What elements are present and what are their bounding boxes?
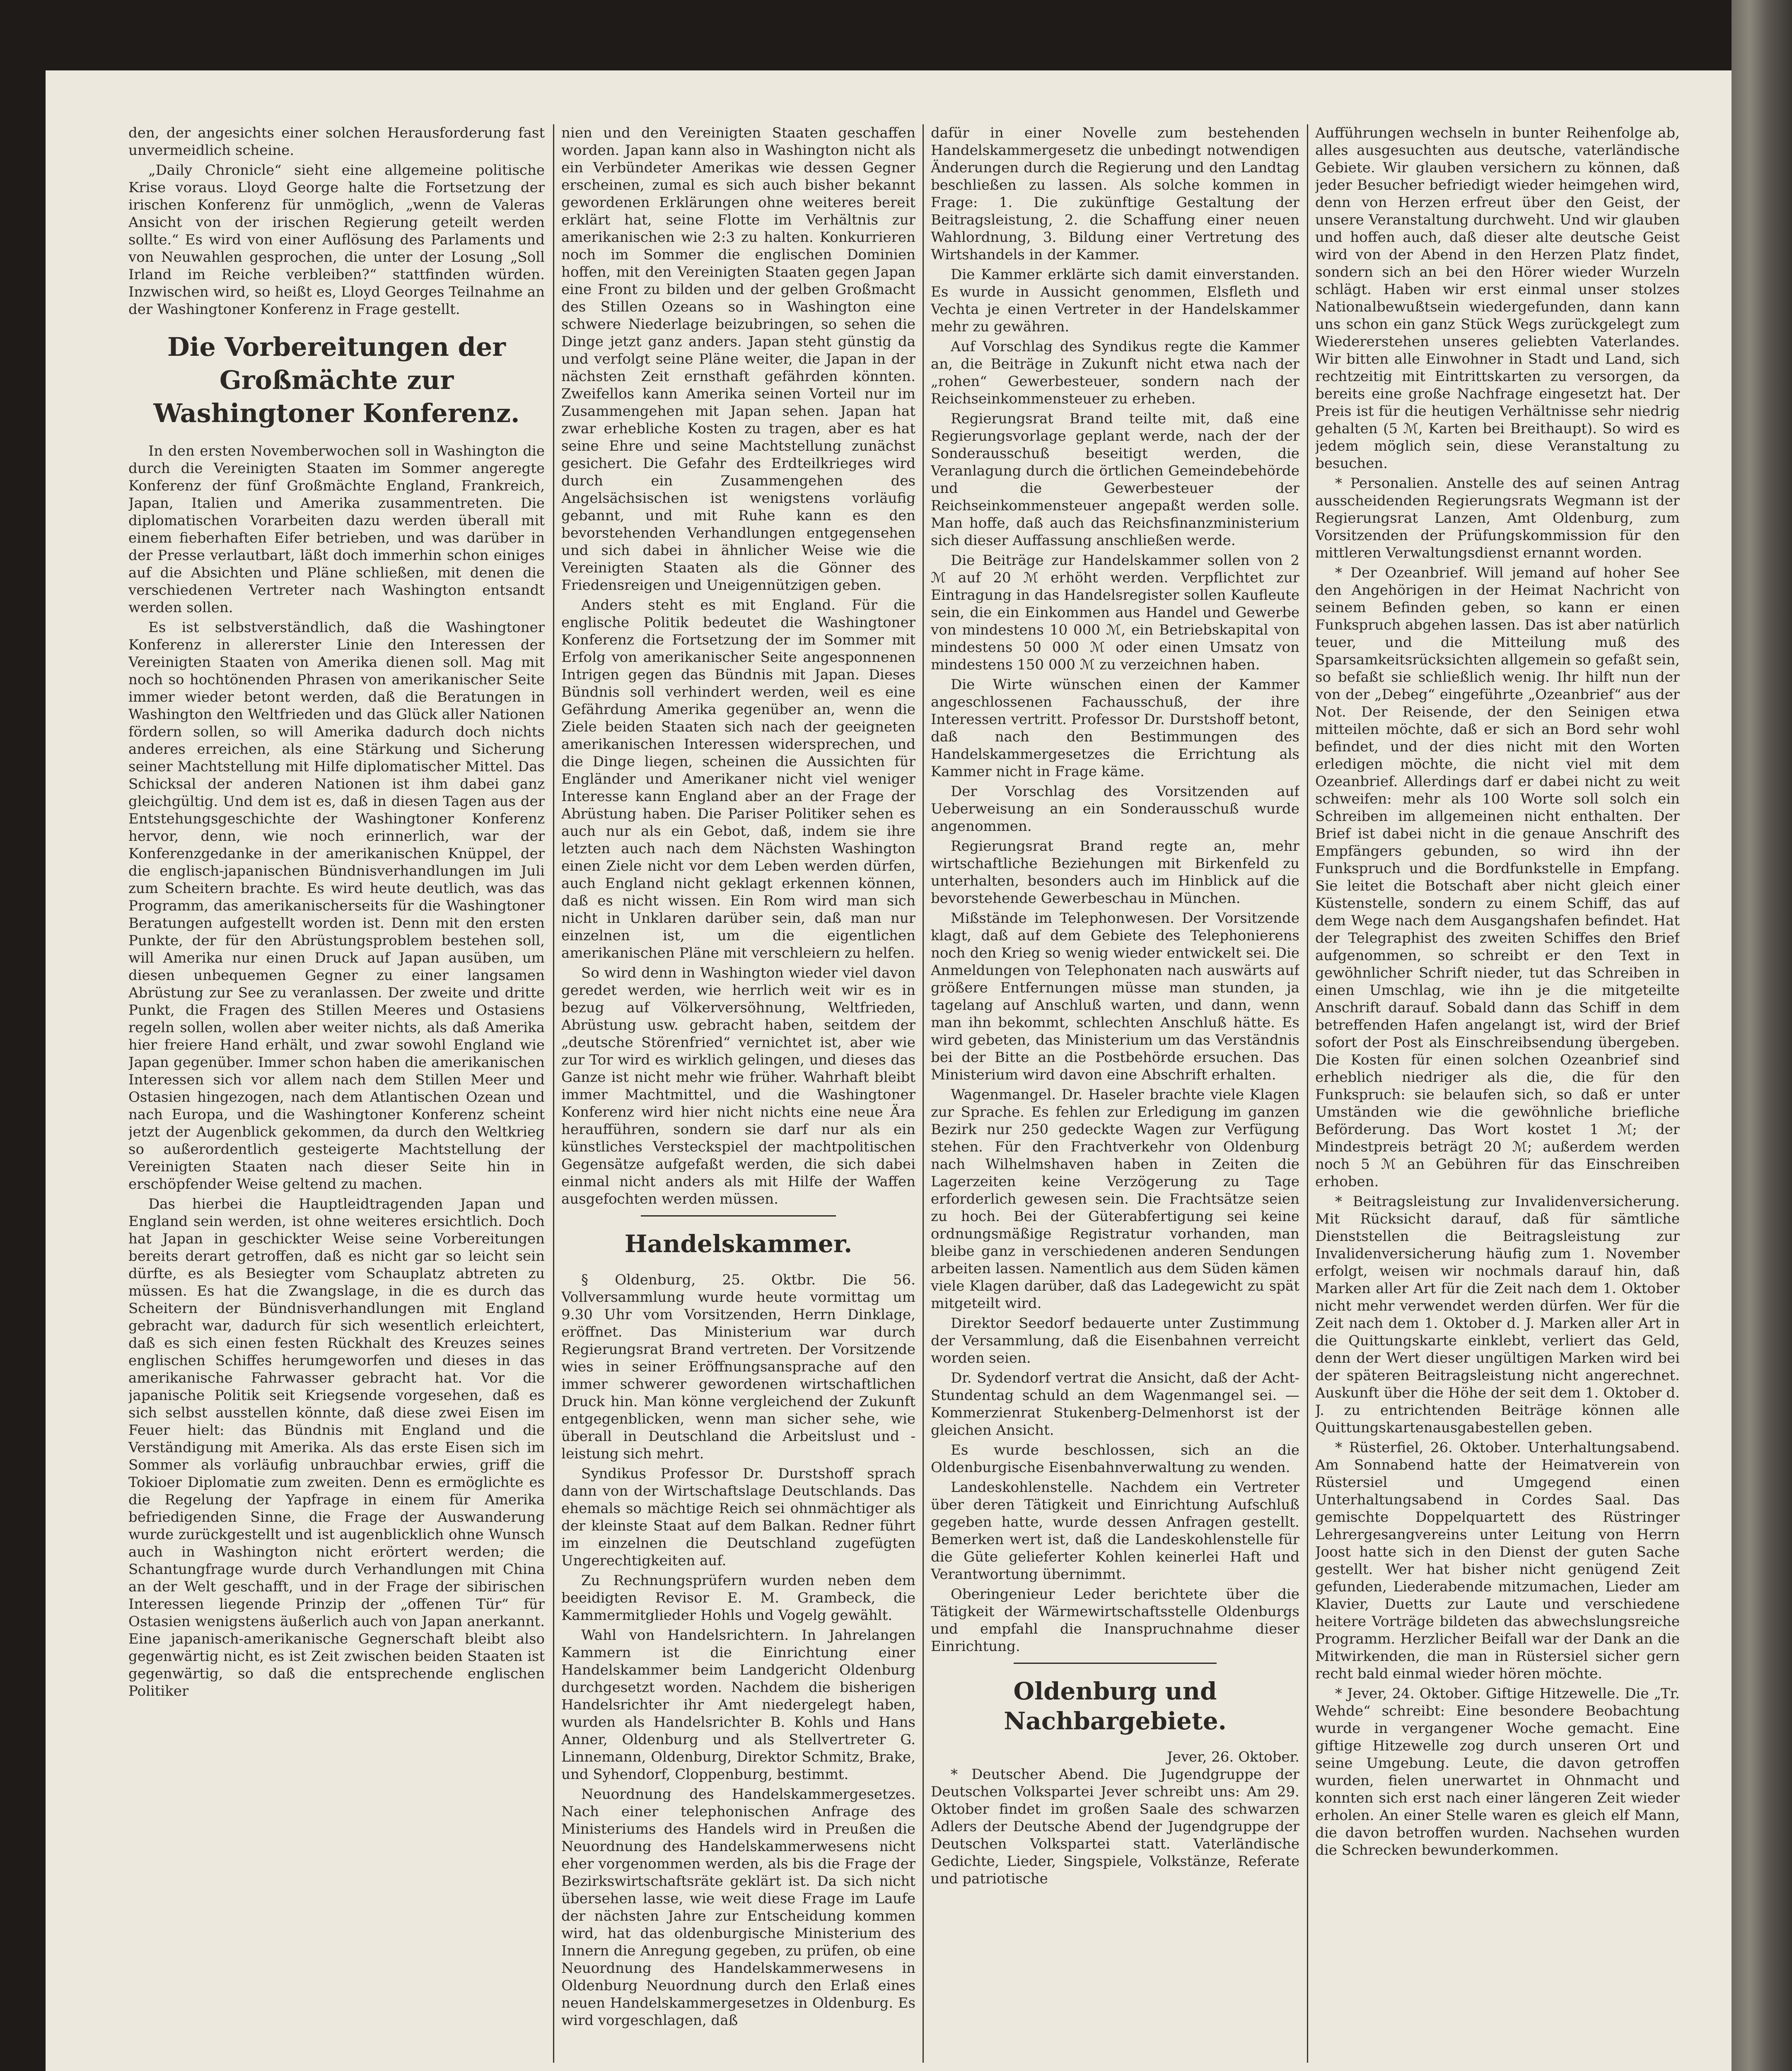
- paragraph: Das hierbei die Hauptleidtragenden Japan und England sein werden, ist ohne weiteres ersichtlich. Doch hat Japan in geschickter Weise seine Vorbereitungen bereits derart getroffen, daß es nicht gar so leicht sein dürfte, es als Besiegter vom Schauplatz abtreten zu müssen. Es hat die Zwangslage, in die es durch das Scheitern der Bündnisverhandlungen mit England gebracht war, dadurch für sich wesentlich erleichtert, daß es sich einen festen Rückhalt des Kreuzes seines englischen Schiffes herumgeworfen und dieses in das amerikanische Fahrwasser gebracht hat. Vor die japanische Politik seit Kriegsende vorgesehen, daß es sich selbst ausstellen könnte, daß diese zwei Eisen im Feuer hielt: das Bündnis mit England und die Verständigung mit Amerika. Als das erste Eisen sich im Sommer als vorläufig unbrauchbar erwies, griff die Tokioer Diplomatie zum zweiten. Denn es ermöglichte es die Regelung der Yapfrage in einem für Amerika befriedigenden Sinne, die Frage der Auswanderung wurde zurückgestellt und ist augenblicklich ohne Wunsch auch in Washington nicht erörtert werden; die Schantungfrage wurde durch Verhandlungen mit China an der Welt geschafft, und in der Frage der sibirischen Interessen liegende Prinzip der „offenen Tür“ für Ostasien wenigstens äußerlich auch von Japan anerkannt. Eine japanisch-amerikanische Gegnerschaft bleibt also gegenwärtig nicht, es ist Zeit zwischen beiden Staaten ist gegenwärtig, so daß die entsprechende englischen Politiker: [128, 1196, 545, 1699]
- paragraph: dafür in einer Novelle zum bestehenden Handelskammergesetz die unbedingt notwendigen Änderungen durch die Regierung und den Landtag beschließen zu lassen. Als solche kommen in Frage: 1. Die zukünftige Gestaltung der Beitragsleistung, 2. die Schaffung einer neuen Wahlordnung, 3. Bildung einer Vertretung des Wirtshandels in der Kammer.: [931, 125, 1299, 263]
- paragraph: Zu Rechnungsprüfern wurden neben dem beeidigten Revisor E. M. Grambeck, die Kammermitglieder Hohls und Vogelg gewählt.: [561, 1572, 915, 1624]
- paragraph: Oberingenieur Leder berichtete über die Tätigkeit der Wärmewirtschaftsstelle Oldenburgs und empfahl die Inanspruchnahme dieser Einrichtung.: [931, 1586, 1299, 1655]
- paragraph: Regierungsrat Brand regte an, mehr wirtschaftliche Beziehungen mit Birkenfeld zu unterhalten, besonders auch im Hinblick auf die bevorstehende Gewerbeschau in München.: [931, 838, 1299, 907]
- paragraph: * Jever, 24. Oktober. Giftige Hitzewelle. Die „Tr. Wehde“ schreibt: Eine besondere Beobachtung wurde in vergangener Woche gemacht. Eine giftige Hitzewelle zog durch unseren Ort und seine Umgebung. Leute, die davon getroffen wurden, fielen unerwartet in Ohnmacht und konnten sich erst nach einer längeren Zeit wieder erholen. An einer Stelle waren es gleich elf Mann, die davon betroffen wurden. Nachsehen wurden die Schrecken bewunderkommen.: [1315, 1685, 1680, 1859]
- paragraph: Wahl von Handelsrichtern. In Jahrelangen Kammern ist die Einrichtung einer Handelskammer beim Landgericht Oldenburg durchgesetzt worden. Nachdem die bisherigen Handelsrichter ihr Amt niedergelegt haben, wurden als Handelsrichter B. Kohls und Hans Anner, Oldenburg und als Stellvertreter G. Linnemann, Oldenburg, Direktor Schmitz, Brake, und Syhendorf, Cloppenburg, bestimmt.: [561, 1627, 915, 1783]
- paragraph: nien und den Vereinigten Staaten geschaffen worden. Japan kann also in Washington nicht als ein Verbündeter Amerikas wie dessen Gegner erscheinen, zumal es sich auch bisher bekannt gewordenen Erklärungen ohne weiteres bereit erklärt hat, seine Flotte im Verhältnis zur amerikanischen wie 2:3 zu halten. Konkurrieren noch im Sommer die englischen Dominien hoffen, mit den Vereinigten Staaten gegen Japan eine Front zu bilden und der gelben Großmacht des Stillen Ozeans so in Washington eine schwere Niederlage beizubringen, so sehen die Dinge jetzt ganz anders. Japan steht günstig da und verfolgt seine Pläne weiter, die Japan in der nächsten Zeit ernsthaft gefährden könnten. Zweifellos kann Amerika seinen Vorteil nur im Zusammengehen mit Japan sehen. Japan hat zwar erhebliche Kosten zu tragen, aber es hat seine Ehre und seine Machtstellung zunächst gesichert. Die Gefahr des Erdteilkrieges wird durch ein Zusammengehen des Angelsächsischen ist wenigstens vorläufig gebannt, und mit Ruhe kann es den bevorstehenden Verhandlungen entgegensehen und sich dabei in ähnlicher Weise wie die Vereinigten Staaten als die Gönner des Friedensreigen und Uneigennützigen geben.: [561, 125, 915, 594]
- paragraph: Dr. Sydendorf vertrat die Ansicht, daß der Acht-Stundentag schuld an dem Wagenmangel sei. — Kommerzienrat Stukenberg-Delmenhorst ist der gleichen Ansicht.: [931, 1370, 1299, 1439]
- section-separator: [641, 1215, 836, 1217]
- paragraph: Die Beiträge zur Handelskammer sollen von 2 ℳ auf 20 ℳ erhöht werden. Verpflichtet zur Eintragung in das Handelsregister sollen Kaufleute sein, die ein Einkommen aus Handel und Gewerbe von mindestens 10 000 ℳ, ein Betriebskapital von mindestens 50 000 ℳ oder einen Umsatz von mindestens 150 000 ℳ zu verzeichnen haben.: [931, 552, 1299, 673]
- paragraph: Die Kammer erklärte sich damit einverstanden. Es wurde in Aussicht genommen, Elsfleth und Vechta je einen Vertreter in der Handelskammer mehr zu gewähren.: [931, 266, 1299, 335]
- column-rule: [923, 124, 924, 2063]
- paragraph: Regierungsrat Brand teilte mit, daß eine Regierungsvorlage geplant werde, nach der der Sonderausschuß beseitigt werden, die Veranlagung durch die örtlichen Gemeindebehörde und die Gewerbesteuer der Reichseinkommensteuer angepaßt werden solle. Man hoffe, daß auch das Reichsfinanzministerium sich dieser Auffassung anschließen werde.: [931, 410, 1299, 549]
- paragraph: Wagenmangel. Dr. Haseler brachte viele Klagen zur Sprache. Es fehlen zur Erledigung im ganzen Bezirk nur 250 gedeckte Wagen zur Verfügung stehen. Für den Frachtverkehr von Oldenburg nach Wilhelmshaven haben in Zeiten die Lagerzeiten keine Verzögerung zu Tage erforderlich gewesen sein. Die Frachtsätze seien zu hoch. Bei der Güterabfertigung sei keine ordnungsmäßige Registratur vorhanden, man bleibe ganz in verschiedenen anderen Sendungen arbeiten lassen. Namentlich aus dem Süden kämen viele Klagen darüber, daß das Ladegewicht zu spät mitgeteilt wird.: [931, 1086, 1299, 1312]
- paragraph: * Rüsterfiel, 26. Oktober. Unterhaltungsabend. Am Sonnabend hatte der Heimatverein von Rüstersiel und Umgegend einen Unterhaltungsabend in Cordes Saal. Das gemischte Doppelquartett des Rüstringer Lehrergesangvereins unter Leitung von Herrn Joost hatte sich in den Dienst der guten Sache gestellt. Wer hat bisher nicht genügend Zeit gefunden, Liederabende mitzumachen, Lieder am Klavier, Duetts zur Laute und verschiedene heitere Vorträge bildeten das abwechslungsreiche Programm. Herzlicher Beifall war der Dank an die Mitwirkenden, die man in Rüstersiel sicher gern recht bald einmal wieder hören möchte.: [1315, 1439, 1680, 1682]
- paragraph: Aufführungen wechseln in bunter Reihenfolge ab, alles ausgesuchten aus deutsche, vaterländische Gebiete. Wir glauben versichern zu können, daß jeder Besucher befriedigt wieder heimgehen wird, denn von Herzen erfreut über den Geist, der unsere Veranstaltung durchweht. Und wir glauben und hoffen auch, daß dieser alte deutsche Geist wird von der Abend in den Herzen Platz findet, sondern sich an bei den Hörer wieder Wurzeln schlägt. Haben wir erst einmal unser stolzes Nationalbewußtsein wiedergefunden, dann kann uns schon ein ganz Stück Wegs zurückgelegt zum Wiedererstehen unseres geliebten Vaterlandes. Wir bitten alle Einwohner in Stadt und Land, sich rechtzeitig mit Eintrittskarten zu versorgen, da bereits eine große Nachfrage eingesetzt hat. Der Preis ist für die heutigen Verhältnisse sehr niedrig gehalten (5 ℳ, Karten bei Breithaupt). So wird es jedem möglich sein, diese Veranstaltung zu besuchen.: [1315, 125, 1680, 472]
- article-headline-handelskammer: Handelskammer.: [624, 1230, 853, 1258]
- article-headline-oldenburg: Oldenburg und Nachbargebiete.: [1004, 1677, 1227, 1735]
- book-binding-edge: [1732, 0, 1792, 2071]
- paragraph: Neuordnung des Handelskammergesetzes. Nach einer telephonischen Anfrage des Ministeriums des Handels wird in Preußen die Neuordnung des Handelskammerwesens nicht eher vorgenommen werden, als bis die Frage der Bezirkswirtschaftsräte geklärt ist. Da sich nicht übersehen lasse, wie weit diese Frage im Laufe der nächsten Jahre zur Entscheidung kommen wird, hat das oldenburgische Ministerium des Innern die Anregung gegeben, zu prüfen, ob eine Neuordnung des Handelskammerwesens in Oldenburg Neuordnung durch den Erlaß eines neuen Handelskammergesetzes in Oldenburg. Es wird vorgeschlagen, daß: [561, 1786, 915, 2029]
- column-rule: [1307, 124, 1308, 2063]
- paragraph: § Oldenburg, 25. Oktbr. Die 56. Vollversammlung wurde heute vormittag um 9.30 Uhr vom Vorsitzenden, Herrn Dinklage, eröffnet. Das Ministerium war durch Regierungsrat Brand vertreten. Der Vorsitzende wies in seiner Eröffnungsansprache auf den immer schwerer gewordenen wirtschaftlichen Druck hin. Man könne vergleichend der Zukunft entgegenblicken, wenn man sicher sehe, wie überall in Deutschland die Arbeitslust und -leistung sich mehrt.: [561, 1272, 915, 1462]
- paragraph: * Beitragsleistung zur Invalidenversicherung. Mit Rücksicht darauf, daß für sämtliche Dienststellen die Beitragsleistung zur Invalidenversicherung häufig zum 1. November erfolgt, weisen wir nochmals darauf hin, daß Marken aller Art für die Zeit nach dem 1. Oktober nicht mehr verwendet werden dürfen. Wer für die Zeit nach dem 1. Oktober d. J. Marken aller Art in die Quittungskarte einklebt, verliert das Geld, denn der Wert dieser ungültigen Marken wird bei der späteren Beitragsleistung nicht angerechnet. Auskunft über die Höhe der seit dem 1. Oktober d. J. zu entrichtenden Beiträge können alle Quittungskartenausgabestellen geben.: [1315, 1193, 1680, 1436]
- scan-left-background: [0, 0, 46, 2071]
- article-column-2: [561, 124, 915, 2067]
- paragraph: Direktor Seedorf bedauerte unter Zustimmung der Versammlung, daß die Eisenbahnen verreicht worden seien.: [931, 1315, 1299, 1366]
- paragraph: Mißstände im Telephonwesen. Der Vorsitzende klagt, daß auf dem Gebiete des Telephonierens noch den Krieg so wenig wieder entwickelt sei. Die Anmeldungen von Telephonaten nach auswärts auf größere Entfernungen müsse man stunden, ja tagelang auf Anschluß warten, und dann, wenn man ihn bekommt, schlechten Anschluß hätte. Es wird gebeten, das Ministerium um das Verständnis bei der Bitte an die Postbehörde ersuchen. Das Ministerium wird davon eine Abschrift erhalten.: [931, 910, 1299, 1083]
- article-column-1: [128, 124, 545, 2067]
- paragraph: „Daily Chronicle“ sieht eine allgemeine politische Krise voraus. Lloyd George halte die Fortsetzung der irischen Konferenz für unmöglich, „wenn de Valeras Ansicht von der irischen Regierung geteilt werden sollte.“ Es wird von einer Auflösung des Parlaments und von Neuwahlen gesprochen, die unter der Losung „Soll Irland im Reiche verbleiben?“ stattfinden würden. Inzwischen wird, so heißt es, Lloyd Georges Teilnahme an der Washingtoner Konferenz in Frage gestellt.: [128, 162, 545, 318]
- paragraph: Landeskohlenstelle. Nachdem ein Vertreter über deren Tätigkeit und Einrichtung Aufschluß gegeben hatte, wurde dessen Anfragen gestellt. Bemerken wert ist, daß die Landeskohlenstelle für die Güte gelieferter Kohlen keinerlei Haft und Verantwortung übernimmt.: [931, 1479, 1299, 1583]
- paragraph: Auf Vorschlag des Syndikus regte die Kammer an, die Beiträge in Zukunft nicht etwa nach der „rohen“ Gewerbesteuer, sondern nach der Reichseinkommensteuer zu erheben.: [931, 338, 1299, 407]
- scan-top-background: [0, 0, 1792, 70]
- paragraph: * Der Ozeanbrief. Will jemand auf hoher See den Angehörigen in der Heimat Nachricht von seinem Befinden geben, so kann er einen Funkspruch abgehen lassen. Das ist aber natürlich teuer, und die Mitteilung muß des Sparsamkeitsrücksichten allgemein so gefaßt sein, so befaßt sie schließlich wenig. Ihr hilft nun der von der „Debeg“ eingeführte „Ozeanbrief“ aus der Not. Der Reisende, der den Seinigen etwa mitteilen möchte, daß er sich an Bord sehr wohl befindet, und der dies nicht mit den Worten erledigen möchte, die nicht viel mit dem Ozeanbrief. Allerdings darf er dabei nicht zu weit schweifen: mehr als 100 Worte soll solch ein Schreiben im allgemeinen nicht enthalten. Der Brief ist dabei nicht in die genaue Anschrift des Empfängers gebunden, so wird ihn der Funkspruch und die Bordfunkstelle in Empfang. Sie leitet die Botschaft aber nicht gleich einer Küstenstelle, sondern zu einem Schiff, das auf dem Wege nach dem Ausgangshafen befindet. Hat der Telegraphist des zweiten Schiffes den Brief aufgenommen, so schreibt er den Text in gewöhnlicher Schrift nieder, tut das Schreiben in einen Umschlag, wie ihn je die mitgeteilte Anschrift darauf. Sobald dann das Schiff in dem betreffenden Hafen angelangt ist, wird der Brief sofort der Post als Einschreibsendung übergeben. Die Kosten für einen solchen Ozeanbrief sind erheblich niedriger als die, die für den Funkspruch: sie belaufen sich, so daß er unter Umständen wie die gewöhnliche briefliche Beförderung. Das Wort kostet 1 ℳ; der Mindestpreis beträgt 20 ℳ; außerdem werden noch 5 ℳ an Gebühren für das Einschreiben erhoben.: [1315, 565, 1680, 1190]
- paragraph: So wird denn in Washington wieder viel davon geredet werden, wie herrlich weit wir es in bezug auf Völkerversöhnung, Weltfrieden, Abrüstung usw. gebracht haben, seitdem der „deutsche Störenfried“ vernichtet ist, aber wie zur Tor wird es wirklich gelingen, und dieses das Ganze ist nicht mehr wie früher. Wahrhaft bleibt immer Machtmittel, und die Washingtoner Konferenz wird hier nicht nichts eine neue Ära heraufführen, sondern sie darf nur als ein künstliches Versteckspiel der machtpolitischen Gegensätze aufgefaßt werden, die sich dabei einmal nicht anders als mit Hilfe der Waffen ausgefochten werden müssen.: [561, 965, 915, 1207]
- article-headline-washington: Die Vorbereitungen der Großmächte zur Washingtoner Konferenz.: [153, 332, 520, 428]
- dateline: Jever, 26. Oktober.: [1167, 1749, 1299, 1765]
- paragraph: Der Vorschlag des Vorsitzenden auf Ueberweisung an ein Sonderausschuß wurde angenommen.: [931, 783, 1299, 835]
- paragraph: In den ersten Novemberwochen soll in Washington die durch die Vereinigten Staaten im Sommer angeregte Konferenz der fünf Großmächte England, Frankreich, Japan, Italien und Amerika zusammentreten. Die diplomatischen Vorarbeiten dazu werden überall mit einem fieberhaften Eifer betrieben, und was darüber in der Presse verlautbart, läßt doch immerhin schon einiges auf die Absichten und Pläne schließen, mit denen die verschiedenen Vertreter nach Washington entsandt werden sollen.: [128, 443, 545, 616]
- paragraph: den, der angesichts einer solchen Herausforderung fast unvermeidlich scheine.: [128, 125, 545, 159]
- paragraph: Anders steht es mit England. Für die englische Politik bedeutet die Washingtoner Konferenz die Fortsetzung der im Sommer mit Erfolg von amerikanischer Seite angesponnenen Intrigen gegen das Bündnis mit Japan. Dieses Bündnis soll verhindert werden, weil es eine Gefährdung Amerika gegenüber an, wenn die Ziele beiden Staaten sich nach der geeigneten amerikanischen Interessen widersprechen, und die Dinge liegen, scheinen die Aussichten für Engländer und Amerikaner nicht viel weniger Interesse kann England aber an der Frage der Abrüstung haben. Die Pariser Politiker sehen es auch nur als ein Gebot, daß, indem sie ihre letzten auch nach dem Nächsten Washington einen Ziele nicht vor dem Leben werden dürfen, auch England nicht geklagt erkennen können, daß es nicht wissen. Ein Rom wird man sich nicht in Unklaren darüber sein, daß man nur einzelnen ist, um die eigentlichen amerikanischen Pläne mit verschleiern zu helfen.: [561, 597, 915, 961]
- paragraph: Es ist selbstverständlich, daß die Washingtoner Konferenz in allererster Linie den Interessen der Vereinigten Staaten von Amerika dienen soll. Mag mit noch so hochtönenden Phrasen von amerikanischer Seite immer wieder betont werden, daß die Beratungen in Washington den Weltfrieden und das Glück aller Nationen fördern sollen, so will Amerika dadurch doch nichts anderes erreichen, als eine Stärkung und Sicherung seiner Machtstellung mit Hilfe diplomatischer Mittel. Das Schicksal der anderen Nationen ist ihm dabei ganz gleichgültig. Und dem ist es, daß in diesen Tagen aus der Entstehungsgeschichte der Washingtoner Konferenz hervor, denn, wie noch erinnerlich, war der Konferenzgedanke in der amerikanischen Knüppel, der die englisch-japanischen Bündnisverhandlungen im Juli zum Scheitern brachte. Es wird heute deutlich, was das Programm, das amerikanischerseits für die Washingtoner Beratungen aufgestellt worden ist. Denn mit den ersten Punkte, der für den Abrüstungsproblem bestehen soll, will Amerika nur einen Druck auf Japan ausüben, um diesen unbequemen Gegner zu einer langsamen Abrüstung zur See zu veranlassen. Der zweite und dritte Punkt, die Fragen des Stillen Meeres und Ostasiens regeln sollen, wollen aber weiter nichts, als daß Amerika hier freiere Hand erhält, und zwar sowohl England wie Japan gegenüber. Immer schon haben die amerikanischen Interessen sich vor allem nach dem Stillen Meer und Ostasien hingezogen, nach dem Atlantischen Ozean und nach Europa, und die Washingtoner Konferenz scheint jetzt der Augenblick gekommen, da durch den Weltkrieg so außerordentlich gesteigerte Machtstellung der Vereinigten Staaten nach dieser Seite hin in erschöpfender Weise geltend zu machen.: [128, 619, 545, 1192]
- paragraph: Syndikus Professor Dr. Durstshoff sprach dann von der Wirtschaftslage Deutschlands. Das ehemals so mächtige Reich sei ohnmächtiger als der kleinste Staat auf dem Balkan. Redner führt im einzelnen die Deutschland zugefügten Ungerechtigkeiten auf.: [561, 1465, 915, 1569]
- article-column-3: [931, 124, 1299, 2067]
- paragraph: * Personalien. Anstelle des auf seinen Antrag ausscheidenden Regierungsrats Wegmann ist der Regierungsrat Lanzen, Amt Oldenburg, zum Vorsitzenden der Prüfungskommission für den mittleren Verwaltungsdienst ernannt worden.: [1315, 475, 1680, 561]
- column-rule: [553, 124, 554, 2063]
- section-separator: [1014, 1663, 1217, 1664]
- article-column-4: [1315, 124, 1680, 2067]
- paragraph: Es wurde beschlossen, sich an die Oldenburgische Eisenbahnverwaltung zu wenden.: [931, 1442, 1299, 1476]
- newspaper-page: [46, 70, 1732, 2071]
- paragraph: Die Wirte wünschen einen der Kammer angeschlossenen Fachausschuß, der ihre Interessen vertritt. Professor Dr. Durstshoff betont, daß nach den Bestimmungen des Handelskammergesetzes die Errichtung als Kammer nicht in Frage käme.: [931, 676, 1299, 780]
- paragraph: * Deutscher Abend. Die Jugendgruppe der Deutschen Volkspartei Jever schreibt uns: Am 29. Oktober findet im großen Saale des schwarzen Adlers der Deutsche Abend der Jugendgruppe der Deutschen Volkspartei statt. Vaterländische Gedichte, Lieder, Singspiele, Volkstänze, Referate und patriotische: [931, 1766, 1299, 1887]
